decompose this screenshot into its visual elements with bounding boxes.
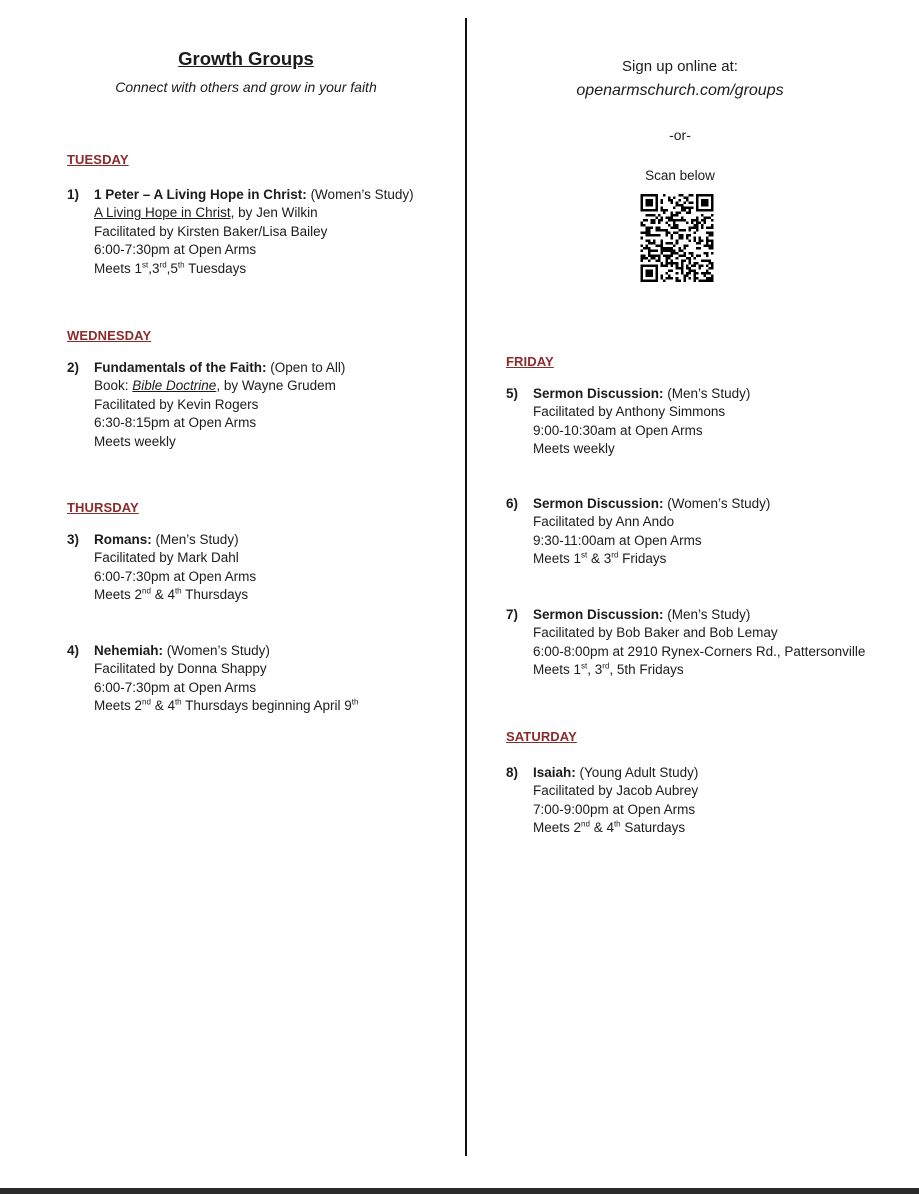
day-thursday: THURSDAY: [67, 500, 139, 515]
group-title: Sermon Discussion:: [533, 386, 664, 401]
group-facilitator: Facilitated by Mark Dahl: [94, 550, 239, 566]
group-facilitator: Facilitated by Kirsten Baker/Lisa Bailey: [94, 223, 328, 239]
group-meets: Meets 2nd & 4th Thursdays beginning April 9th: [94, 697, 359, 714]
group-number: 1): [67, 187, 80, 202]
group-facilitator: Facilitated by Anthony Simmons: [533, 404, 726, 420]
book-title: A Living Hope in Christ: [94, 205, 231, 221]
group-meets: Meets 1st & 3rd Fridays: [533, 550, 667, 567]
group-meets: Meets 2nd & 4th Thursdays: [94, 586, 249, 603]
group-kind: (Men’s Study): [667, 607, 751, 622]
group-title: Fundamentals of the Faith:: [94, 360, 267, 375]
group-meets: Meets weekly: [533, 441, 615, 457]
group-kind: (Open to All): [270, 360, 346, 375]
group-facilitator: Facilitated by Kevin Rogers: [94, 396, 259, 412]
group-title: Nehemiah:: [94, 643, 164, 658]
group-kind: (Young Adult Study): [579, 765, 699, 780]
group-entry-4: [67, 642, 358, 716]
day-tuesday: TUESDAY: [67, 152, 129, 167]
group-time: 6:30-8:15pm at Open Arms: [94, 415, 257, 431]
group-number: 3): [67, 532, 80, 547]
group-number: 5): [506, 386, 519, 401]
group-meets: Meets 1st,3rd,5th Tuesdays: [94, 260, 247, 276]
column-divider: [465, 18, 467, 1156]
group-number: 8): [506, 765, 519, 780]
group-kind: (Women’s Study): [310, 187, 414, 202]
group-number: 4): [67, 643, 80, 658]
group-facilitator: Facilitated by Jacob Aubrey: [533, 783, 699, 799]
group-kind: (Men’s Study): [667, 386, 751, 401]
bottom-bar: [0, 1188, 919, 1194]
group-entry-5: [506, 385, 750, 459]
page-subtitle: Connect with others and grow in your faith: [115, 79, 377, 95]
group-number: 7): [506, 607, 519, 622]
group-entry-8: [506, 764, 698, 838]
group-kind: (Women’s Study): [166, 643, 270, 658]
day-friday: FRIDAY: [506, 354, 554, 369]
group-facilitator: Facilitated by Bob Baker and Bob Lemay: [533, 625, 778, 641]
day-wednesday: WEDNESDAY: [67, 328, 152, 343]
group-meets: Meets weekly: [94, 433, 176, 449]
book-title: Bible Doctrine: [132, 378, 217, 394]
or-separator: -or-: [669, 127, 691, 143]
group-entry-3: [67, 531, 256, 605]
group-number: 6): [506, 496, 519, 511]
group-time: 9:30-11:00am at Open Arms: [533, 532, 702, 548]
group-facilitator: Facilitated by Donna Shappy: [94, 661, 267, 677]
group-number: 2): [67, 360, 80, 375]
scan-label: Scan below: [645, 168, 715, 183]
group-meets: Meets 1st, 3rd, 5th Fridays: [533, 661, 684, 678]
group-time: 6:00-7:30pm at Open Arms: [94, 568, 257, 584]
book-author: , by Wayne Grudem: [216, 378, 336, 394]
group-title: Sermon Discussion:: [533, 496, 664, 511]
day-saturday: SATURDAY: [506, 729, 577, 744]
group-time: 6:00-7:30pm at Open Arms: [94, 679, 257, 695]
group-time: 6:00-7:30pm at Open Arms: [94, 242, 257, 258]
book-author: , by Jen Wilkin: [230, 205, 318, 221]
signup-label: Sign up online at:: [622, 58, 738, 75]
group-title: Romans:: [94, 532, 152, 547]
group-title: Isaiah:: [533, 765, 576, 780]
group-facilitator: Facilitated by Ann Ando: [533, 514, 675, 530]
group-title: Sermon Discussion:: [533, 607, 664, 622]
group-entry-1: [67, 186, 414, 278]
group-entry-7: [506, 606, 865, 680]
group-kind: (Men’s Study): [155, 532, 239, 547]
group-meets: Meets 2nd & 4th Saturdays: [533, 819, 686, 836]
signup-url[interactable]: openarmschurch.com/groups: [576, 82, 784, 99]
qr-code-icon[interactable]: [640, 194, 714, 282]
group-entry-6: [506, 495, 770, 569]
group-kind: (Women’s Study): [667, 496, 771, 511]
book-prefix: Book:: [94, 378, 133, 394]
group-entry-2: [67, 359, 345, 451]
group-time: 9:00-10:30am at Open Arms: [533, 422, 703, 438]
group-time: 6:00-8:00pm at 2910 Rynex-Corners Rd., Pattersonville: [533, 643, 866, 659]
page-title: Growth Groups: [178, 48, 314, 69]
group-title: 1 Peter – A Living Hope in Christ:: [94, 187, 307, 202]
group-time: 7:00-9:00pm at Open Arms: [533, 801, 696, 817]
